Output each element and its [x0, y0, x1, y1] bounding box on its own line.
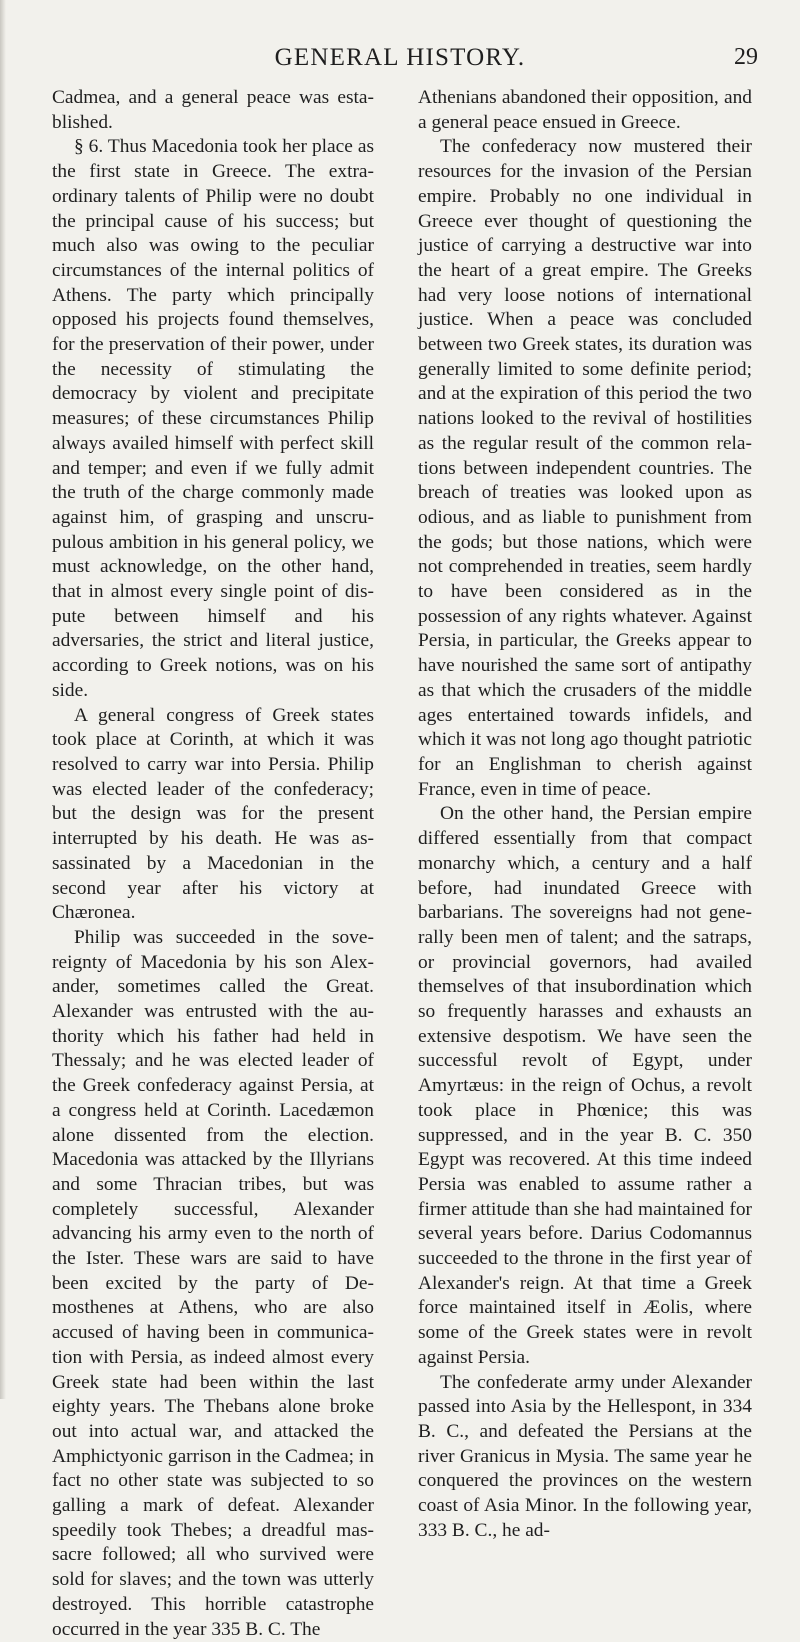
paragraph: Philip was succeeded in the sovereignty of Macedonia by his son Alexander, sometimes called the Great. Alexander was entrusted with the authority which his father had held in Thessaly; and he was elected leader of the Greek confederacy against Persia, at a congress held at Corinth. Lacedæmon alone dissented from the election. Macedonia was attacked by the Illyrians and some Thracian tribes, but was completely successful, Alexander advancing his army even to the north of the Ister. These wars are said to have been excited by the party of Demosthenes at Athens, who are also accused of having been in communication with Persia, as indeed almost every Greek state had been within the last eighty years. The Thebans alone broke out into actual war, and attacked the Amphictyonic garrison in the Cadmea; in fact no other state was subjected to so galling a mark of defeat. Alexander speedily took Thebes; a dreadful massacre followed; all who survived were sold for slaves; and the town was utterly destroyed. This horrible catastrophe occurred in the year 335 B. C. The	[52, 926, 374, 1640]
running-title: GENERAL HISTORY.	[274, 44, 526, 71]
paragraph: A general congress of Greek states took place at Corinth, at which it was resolved to carry war into Persia. Philip was elected leader of the confederacy; but the design was for the present interrupted by his death. He was assassinated by a Macedonian in the second year after his victory at Chæronea.	[52, 704, 374, 924]
running-head	[0, 40, 800, 74]
paragraph: The confederate army under Alexander passed into Asia by the Hellespont, in 334 B. C., and defeated the Persians at the river Granicus in Mysia. The same year he conquered the provinces on the western coast of Asia Minor. In the following year, 333 B. C., he ad-	[418, 1371, 752, 1541]
paragraph: § 6. Thus Macedonia took her place as the first state in Greece. The extraordinary talents of Philip were no doubt the principal cause of his success; but much also was owing to the peculiar circumstances of the internal politics of Athens. The party which principally opposed his projects found themselves, for the preservation of their power, under the necessity of stimulating the democracy by violent and precipitate measures; of these circumstances Philip always availed himself with perfect skill and temper; and even if we fully admit the truth of the charge commonly made against him, of grasping and unscrupulous ambition in his general policy, we must acknowledge, on the other hand, that in almost every single point of dispute between himself and his adversaries, the strict and literal justice, according to Greek notions, was on his side.	[52, 136, 374, 701]
paragraph: The confederacy now mustered their resources for the invasion of the Persian empire. Probably no one individual in Greece ever thought of questioning the justice of carrying a destructive war into the heart of a great empire. The Greeks had very loose notions of international justice. When a peace was concluded between two Greek states, its duration was generally limited to some definite period; and at the expiration of this period the two nations looked to the revival of hostilities as the regular result of the common relations between independent countries. The breach of treaties was looked upon as odious, and as liable to punishment from the gods; but those nations, which were not comprehended in treaties, seem hardly to have been considered as in the possession of any rights whatever. Against Persia, in particular, the Greeks appear to have nourished the same sort of antipathy as that which the crusaders of the middle ages entertained towards infidels, and which it was not long ago thought patriotic for an Englishman to cherish against France, even in time of peace.	[418, 136, 752, 800]
left-column	[52, 86, 374, 1640]
paragraph: Athenians abandoned their opposition, and a general peace ensued in Greece.	[418, 87, 752, 133]
right-column	[418, 86, 752, 1541]
paragraph: Cadmea, and a general peace was established.	[52, 87, 374, 133]
page-edge-shadow	[0, 0, 6, 1399]
paragraph: On the other hand, the Persian empire differed essentially from that compact monarchy which, a century and a half before, had inundated Greece with barbarians. The sovereigns had not generally been men of talent; and the satraps, or provincial governors, had availed themselves of that insubordination which so frequently harasses and exhausts an extensive despotism. We have seen the successful revolt of Egypt, under Amyrtæus: in the reign of Ochus, a revolt took place in Phœnice; this was suppressed, and in the year B. C. 350 Egypt was recovered. At this time indeed Persia was enabled to assume rather a firmer attitude than she had maintained for several years before. Darius Codomannus succeeded to the throne in the first year of Alexander's reign. At that time a Greek force maintained itself in Æolis, where some of the Greek states were in revolt against Persia.	[418, 803, 752, 1368]
page-number: 29	[734, 44, 758, 70]
